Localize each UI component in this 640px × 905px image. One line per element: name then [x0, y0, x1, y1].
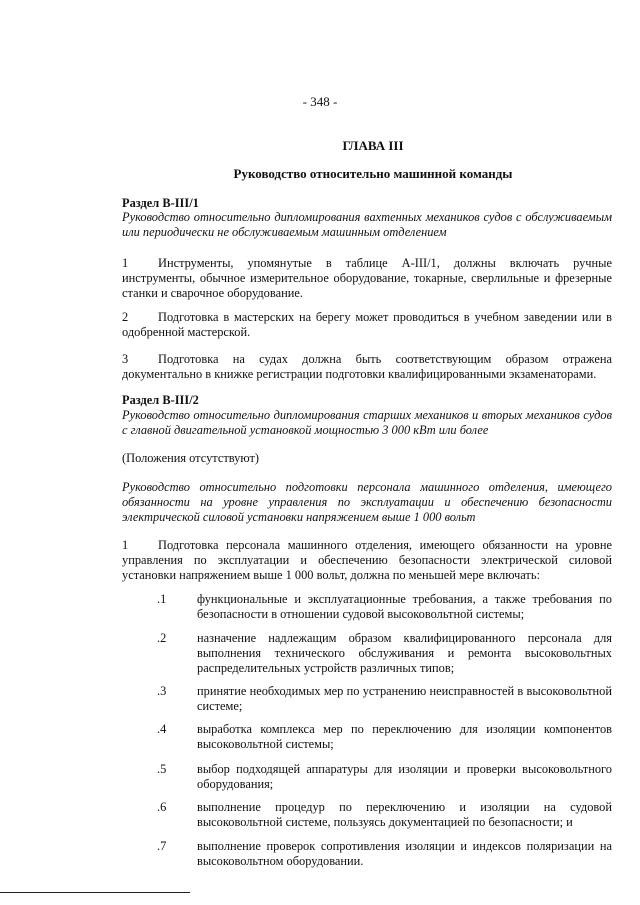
list-marker: .2 — [157, 631, 167, 645]
list-marker: .7 — [157, 839, 167, 853]
list-text: выполнение процедур по переключению и изоляции на судовой высоковольтной системе, пользуясь документацией по безопасности; и — [197, 800, 612, 829]
section-heading: Раздел B-III/1 — [122, 196, 199, 210]
paragraph — [122, 538, 612, 583]
section-heading: Раздел B-III/2 — [122, 393, 199, 407]
chapter-heading: ГЛАВА III — [342, 138, 404, 153]
list-text: выработка комплекса мер по переключению для изоляции компонентов высоковольтной системы; — [197, 722, 612, 751]
paragraph-text: Подготовка персонала машинного отделения, имеющего обязанности на уровне управления по эксплуатации и обеспечению безопасности электрической силовой установки напряжением выше 1 000 вольт, должна по меньшей мере включать: — [122, 538, 612, 582]
paragraph-number: 3 — [122, 352, 129, 366]
paragraph-number: 1 — [122, 256, 129, 270]
list-text: функциональные и эксплуатационные требования, а также требования по безопасности в отношении судовой высоковольтной системы; — [197, 592, 612, 621]
paragraph-text: Подготовка на судах должна быть соответствующим образом отражена документально в книжке регистрации подготовки квалифицированными экзаменаторами. — [122, 352, 612, 381]
list-marker: .4 — [157, 722, 167, 736]
section-subtitle: Руководство относительно подготовки персонала машинного отделения, имеющего обязанности на уровне управления по эксплуатации и обеспечению безопасности электрической силовой установки напряжением выше 1 000 вольт — [122, 480, 612, 524]
chapter-title: Руководство относительно машинной команды — [233, 166, 513, 181]
paragraph — [122, 310, 612, 340]
footnote-divider — [0, 892, 190, 893]
list-text: выполнение проверок сопротивления изоляции и индексов поляризации на высоковольтном оборудовании. — [197, 839, 612, 868]
page-number: - 348 - — [302, 94, 338, 109]
list-text: принятие необходимых мер по устранению неисправностей в высоковольтной системе; — [197, 684, 612, 713]
list-marker: .3 — [157, 684, 167, 698]
list-marker: .1 — [157, 592, 167, 606]
paragraph-number: 1 — [122, 538, 129, 552]
paragraph-number: 2 — [122, 310, 129, 324]
paragraph-text: Инструменты, упомянутые в таблице A-III/1, должны включать ручные инструменты, обычное измерительное оборудование, токарные, сверлильные и фрезерные станки и сварочное оборудование. — [122, 256, 612, 300]
list-text: выбор подходящей аппаратуры для изоляции и проверки высоковольтного оборудования; — [197, 762, 612, 791]
section-subtitle: Руководство относительно дипломирования старших механиков и вторых механиков судов с главной двигательной установкой мощностью 3 000 кВт или более — [122, 408, 612, 437]
paragraph — [122, 256, 612, 301]
paragraph-text: Подготовка в мастерских на берегу может проводиться в учебном заведении или в одобренной мастерской. — [122, 310, 612, 339]
note-text: (Положения отсутствуют) — [122, 451, 259, 465]
list-marker: .5 — [157, 762, 167, 776]
list-text: назначение надлежащим образом квалифицированного персонала для выполнения технического обслуживания и ремонта высоковольтных распределительных устройств различных типов; — [197, 631, 612, 675]
list-marker: .6 — [157, 800, 167, 814]
paragraph — [122, 352, 612, 382]
section-subtitle: Руководство относительно дипломирования вахтенных механиков судов с обслуживаемым или периодически не обслуживаемым машинным отделением — [122, 210, 612, 239]
